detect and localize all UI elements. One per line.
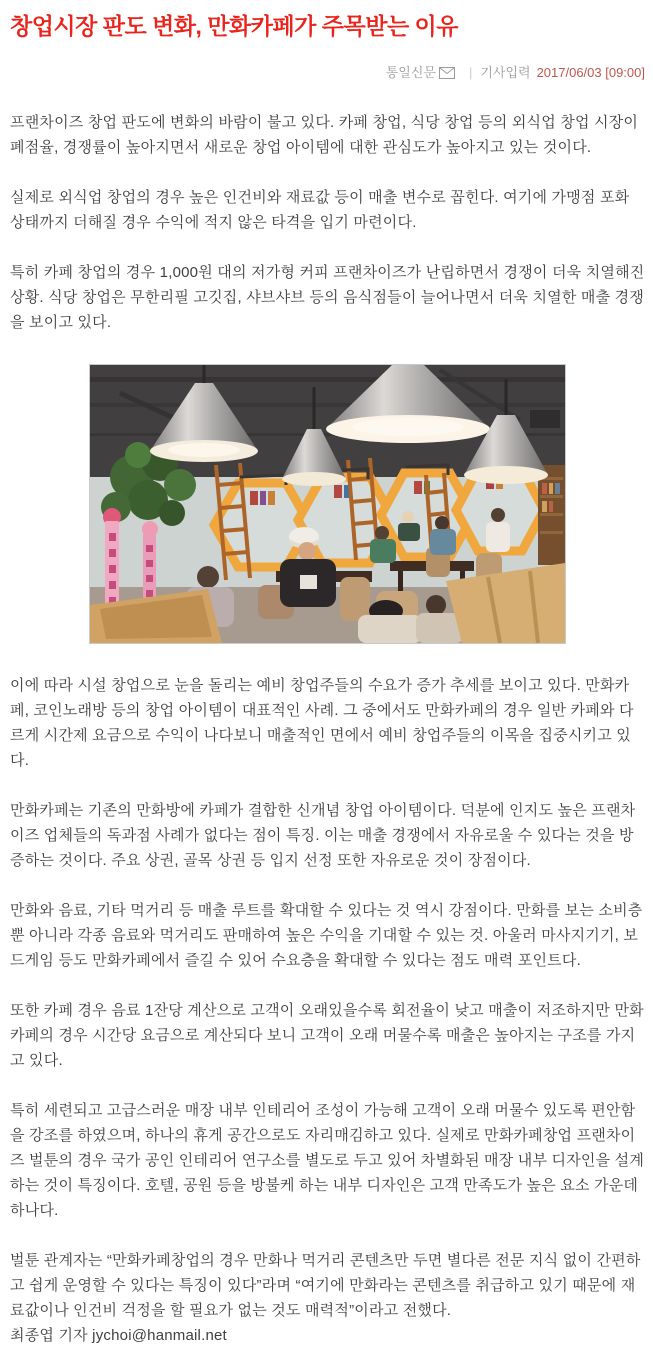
paragraph-6: 만화와 음료, 기타 먹거리 등 매출 루트를 확대할 수 있다는 것 역시 강점이다. 만화를 보는 소비층 뿐 아니라 각종 음료와 먹거리도 판매하여 높은 수익을 기대할 수 있는 것. 아울러 마사지기기, 보드게임 등도 만화카페에서 즐길 수 있어 수요층을 확대할 수 있다는 점도 매력 포인트다. xyxy=(10,901,643,969)
reporter-line: 최종엽 기자 jychoi@hanmail.net xyxy=(10,1326,227,1344)
manga-cafe-photo-illustration xyxy=(90,365,565,643)
published-label: 기사입력 xyxy=(480,64,531,80)
paragraph-8: 특히 세련되고 고급스러운 매장 내부 인테리어 조성이 가능해 고객이 오래 머물수 있도록 편안함을 강조를 하였으며, 하나의 휴게 공간으로도 자리매김하고 있다. 실제로 만화카페창업 프랜차이즈 벌툰의 경우 국가 공인 인테리어 연구소를 별도로 두고 있어 차별화된 매장 내부 디자인을 설계하는 것이 특징이다. 호텔, 공원 등을 방불케 하는 내부 디자인은 고객 만족도가 높은 요소 가운데 하나다. xyxy=(10,1101,645,1219)
byline xyxy=(10,62,645,82)
published-datetime: 2017/06/03 [09:00] xyxy=(536,64,645,80)
mail-icon[interactable] xyxy=(439,67,455,82)
paragraph-2: 실제로 외식업 창업의 경우 높은 인건비와 재료값 등이 매출 변수로 꼽힌다. 여기에 가맹점 포화 상태까지 더해질 경우 수익에 적지 않은 타격을 입기 마련이다. xyxy=(10,188,630,231)
paragraph-5: 만화카페는 기존의 만화방에 카페가 결합한 신개념 창업 아이템이다. 덕분에 인지도 높은 프랜차이즈 업체들의 독과점 사례가 없다는 점이 특징. 이는 매출 경쟁에서 자유로울 수 있다는 것을 방증하는 것이다. 주요 상권, 골목 상권 등 입지 선정 또한 자유로운 것이 장점이다. xyxy=(10,801,636,869)
paragraph-7: 또한 카페 경우 음료 1잔당 계산으로 고객이 오래있을수록 회전율이 낮고 매출이 저조하지만 만화카페의 경우 시간당 요금으로 계산되다 보니 고객이 오래 머물수록 매출은 높아지는 구조를 가지고 있다. xyxy=(10,1001,644,1069)
article-body xyxy=(10,110,645,1348)
paragraph-3: 특히 카페 창업의 경우 1,000원 대의 저가형 커피 프랜차이즈가 난립하면서 경쟁이 더욱 치열해진 상황. 식당 창업은 무한리필 고깃집, 샤브샤브 등의 음식점들이 늘어나면서 더욱 치열한 매출 경쟁을 보이고 있다. xyxy=(10,263,645,331)
source-name: 통일신문 xyxy=(385,64,436,80)
paragraph-9: 벌툰 관계자는 “만화카페창업의 경우 만화나 먹거리 콘텐츠만 두면 별다른 전문 지식 없이 간편하고 쉽게 운영할 수 있다는 특징이 있다”라며 “여기에 만화라는 콘텐츠를 취급하고 있기 때문에 재료값이나 인건비 걱정을 할 필요가 없는 것도 매력적”이라고 전했다. xyxy=(10,1251,641,1319)
paragraph-1: 프랜차이즈 창업 판도에 변화의 바람이 불고 있다. 카페 창업, 식당 창업 등의 외식업 창업 시장이 폐점율, 경쟁률이 높아지면서 새로운 창업 아이템에 대한 관심도가 높아지고 있는 것이다. xyxy=(10,113,639,156)
paragraph-4: 이에 따라 시설 창업으로 눈을 돌리는 예비 창업주들의 수요가 증가 추세를 보이고 있다. 만화카페, 코인노래방 등의 창업 아이템이 대표적인 사례. 그 중에서도 만화카페의 경우 일반 카페와 다르게 시간제 요금으로 수익이 나다보니 매출적인 면에서 예비 창업주들의 이목을 집중시키고 있다. xyxy=(10,676,634,769)
byline-divider: | xyxy=(468,64,473,80)
article-title: 창업시장 판도 변화, 만화카페가 주목받는 이유 xyxy=(10,13,458,39)
article-photo xyxy=(89,364,566,644)
